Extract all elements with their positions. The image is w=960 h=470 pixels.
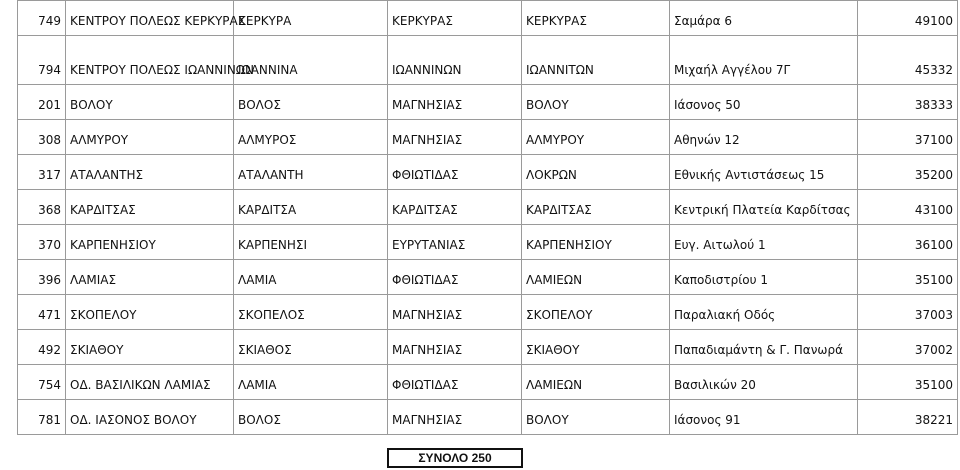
cell-zip: 37100: [858, 120, 958, 155]
cell-address: Εθνικής Αντιστάσεως 15: [670, 155, 858, 190]
cell-code: 749: [18, 1, 66, 36]
cell-region: ΙΩΑΝΝΙΤΩΝ: [522, 36, 670, 85]
cell-city: ΚΑΡΠΕΝΗΣΙ: [234, 225, 388, 260]
table-row: [18, 295, 958, 330]
cell-code: 781: [18, 400, 66, 435]
cell-municipality: ΛΑΜΙΑΣ: [66, 260, 234, 295]
cell-region: ΛΟΚΡΩΝ: [522, 155, 670, 190]
cell-zip: 36100: [858, 225, 958, 260]
cell-zip: 38333: [858, 85, 958, 120]
cell-zip: 35100: [858, 260, 958, 295]
cell-municipality: ΚΑΡΠΕΝΗΣΙΟΥ: [66, 225, 234, 260]
total-label: ΣΥΝΟΛΟ 250: [387, 448, 523, 468]
cell-address: Αθηνών 12: [670, 120, 858, 155]
cell-address: Βασιλικών 20: [670, 365, 858, 400]
cell-city: ΒΟΛΟΣ: [234, 85, 388, 120]
cell-code: 370: [18, 225, 66, 260]
cell-municipality: ΑΤΑΛΑΝΤΗΣ: [66, 155, 234, 190]
cell-prefecture: ΕΥΡΥΤΑΝΙΑΣ: [388, 225, 522, 260]
cell-region: ΛΑΜΙΕΩΝ: [522, 365, 670, 400]
cell-region: ΣΚΟΠΕΛΟΥ: [522, 295, 670, 330]
table-row: [18, 190, 958, 225]
cell-city: ΛΑΜΙΑ: [234, 365, 388, 400]
cell-address: Καποδιστρίου 1: [670, 260, 858, 295]
cell-zip: 45332: [858, 36, 958, 85]
cell-prefecture: ΜΑΓΝΗΣΙΑΣ: [388, 330, 522, 365]
cell-region: ΒΟΛΟΥ: [522, 400, 670, 435]
cell-prefecture: ΚΕΡΚΥΡΑΣ: [388, 1, 522, 36]
table-row: [18, 155, 958, 190]
cell-prefecture: ΙΩΑΝΝΙΝΩΝ: [388, 36, 522, 85]
cell-region: ΑΛΜΥΡΟΥ: [522, 120, 670, 155]
cell-prefecture: ΚΑΡΔΙΤΣΑΣ: [388, 190, 522, 225]
cell-region: ΣΚΙΑΘΟΥ: [522, 330, 670, 365]
table-row: [18, 36, 958, 85]
cell-zip: 38221: [858, 400, 958, 435]
cell-city: ΛΑΜΙΑ: [234, 260, 388, 295]
cell-city: ΣΚΟΠΕΛΟΣ: [234, 295, 388, 330]
branches-table: [17, 0, 958, 435]
cell-address: Ιάσονος 91: [670, 400, 858, 435]
cell-zip: 37003: [858, 295, 958, 330]
cell-prefecture: ΦΘΙΩΤΙΔΑΣ: [388, 155, 522, 190]
cell-city: ΑΛΜΥΡΟΣ: [234, 120, 388, 155]
cell-code: 471: [18, 295, 66, 330]
cell-prefecture: ΦΘΙΩΤΙΔΑΣ: [388, 260, 522, 295]
cell-municipality: ΣΚΙΑΘΟΥ: [66, 330, 234, 365]
cell-region: ΛΑΜΙΕΩΝ: [522, 260, 670, 295]
cell-municipality: ΚΑΡΔΙΤΣΑΣ: [66, 190, 234, 225]
cell-code: 308: [18, 120, 66, 155]
cell-municipality: ΣΚΟΠΕΛΟΥ: [66, 295, 234, 330]
cell-municipality: ΑΛΜΥΡΟΥ: [66, 120, 234, 155]
cell-region: ΚΕΡΚΥΡΑΣ: [522, 1, 670, 36]
cell-city: ΑΤΑΛΑΝΤΗ: [234, 155, 388, 190]
cell-municipality: ΟΔ. ΒΑΣΙΛΙΚΩΝ ΛΑΜΙΑΣ: [66, 365, 234, 400]
cell-region: ΒΟΛΟΥ: [522, 85, 670, 120]
cell-address: Σαμάρα 6: [670, 1, 858, 36]
cell-city: ΚΕΡΚΥΡΑ: [234, 1, 388, 36]
cell-code: 317: [18, 155, 66, 190]
cell-zip: 49100: [858, 1, 958, 36]
cell-address: Παραλιακή Οδός: [670, 295, 858, 330]
cell-zip: 37002: [858, 330, 958, 365]
cell-address: Κεντρική Πλατεία Καρδίτσας: [670, 190, 858, 225]
cell-prefecture: ΜΑΓΝΗΣΙΑΣ: [388, 85, 522, 120]
cell-region: ΚΑΡΠΕΝΗΣΙΟΥ: [522, 225, 670, 260]
cell-prefecture: ΜΑΓΝΗΣΙΑΣ: [388, 400, 522, 435]
cell-municipality: ΚΕΝΤΡΟΥ ΠΟΛΕΩΣ ΙΩΑΝΝΙΝΩΝ: [66, 36, 234, 85]
cell-municipality: ΟΔ. ΙΑΣΟΝΟΣ ΒΟΛΟΥ: [66, 400, 234, 435]
table-row: [18, 260, 958, 295]
cell-municipality: ΒΟΛΟΥ: [66, 85, 234, 120]
table-row: [18, 400, 958, 435]
table-body: [18, 1, 958, 435]
table-row: [18, 1, 958, 36]
table-row: [18, 120, 958, 155]
cell-code: 396: [18, 260, 66, 295]
cell-code: 492: [18, 330, 66, 365]
cell-municipality: ΚΕΝΤΡΟΥ ΠΟΛΕΩΣ ΚΕΡΚΥΡΑΣ: [66, 1, 234, 36]
cell-zip: 35200: [858, 155, 958, 190]
cell-zip: 43100: [858, 190, 958, 225]
cell-prefecture: ΜΑΓΝΗΣΙΑΣ: [388, 295, 522, 330]
table-row: [18, 85, 958, 120]
cell-address: Ιάσονος 50: [670, 85, 858, 120]
table-row: [18, 330, 958, 365]
cell-address: Ευγ. Αιτωλού 1: [670, 225, 858, 260]
cell-prefecture: ΦΘΙΩΤΙΔΑΣ: [388, 365, 522, 400]
cell-prefecture: ΜΑΓΝΗΣΙΑΣ: [388, 120, 522, 155]
cell-code: 201: [18, 85, 66, 120]
cell-code: 754: [18, 365, 66, 400]
cell-zip: 35100: [858, 365, 958, 400]
cell-city: ΚΑΡΔΙΤΣΑ: [234, 190, 388, 225]
table-row: [18, 225, 958, 260]
cell-city: ΣΚΙΑΘΟΣ: [234, 330, 388, 365]
cell-address: Μιχαήλ Αγγέλου 7Γ: [670, 36, 858, 85]
cell-city: ΒΟΛΟΣ: [234, 400, 388, 435]
cell-city: ΙΩΑΝΝΙΝΑ: [234, 36, 388, 85]
cell-code: 368: [18, 190, 66, 225]
table-row: [18, 365, 958, 400]
cell-region: ΚΑΡΔΙΤΣΑΣ: [522, 190, 670, 225]
cell-address: Παπαδιαμάντη & Γ. Πανωρά: [670, 330, 858, 365]
cell-code: 794: [18, 36, 66, 85]
